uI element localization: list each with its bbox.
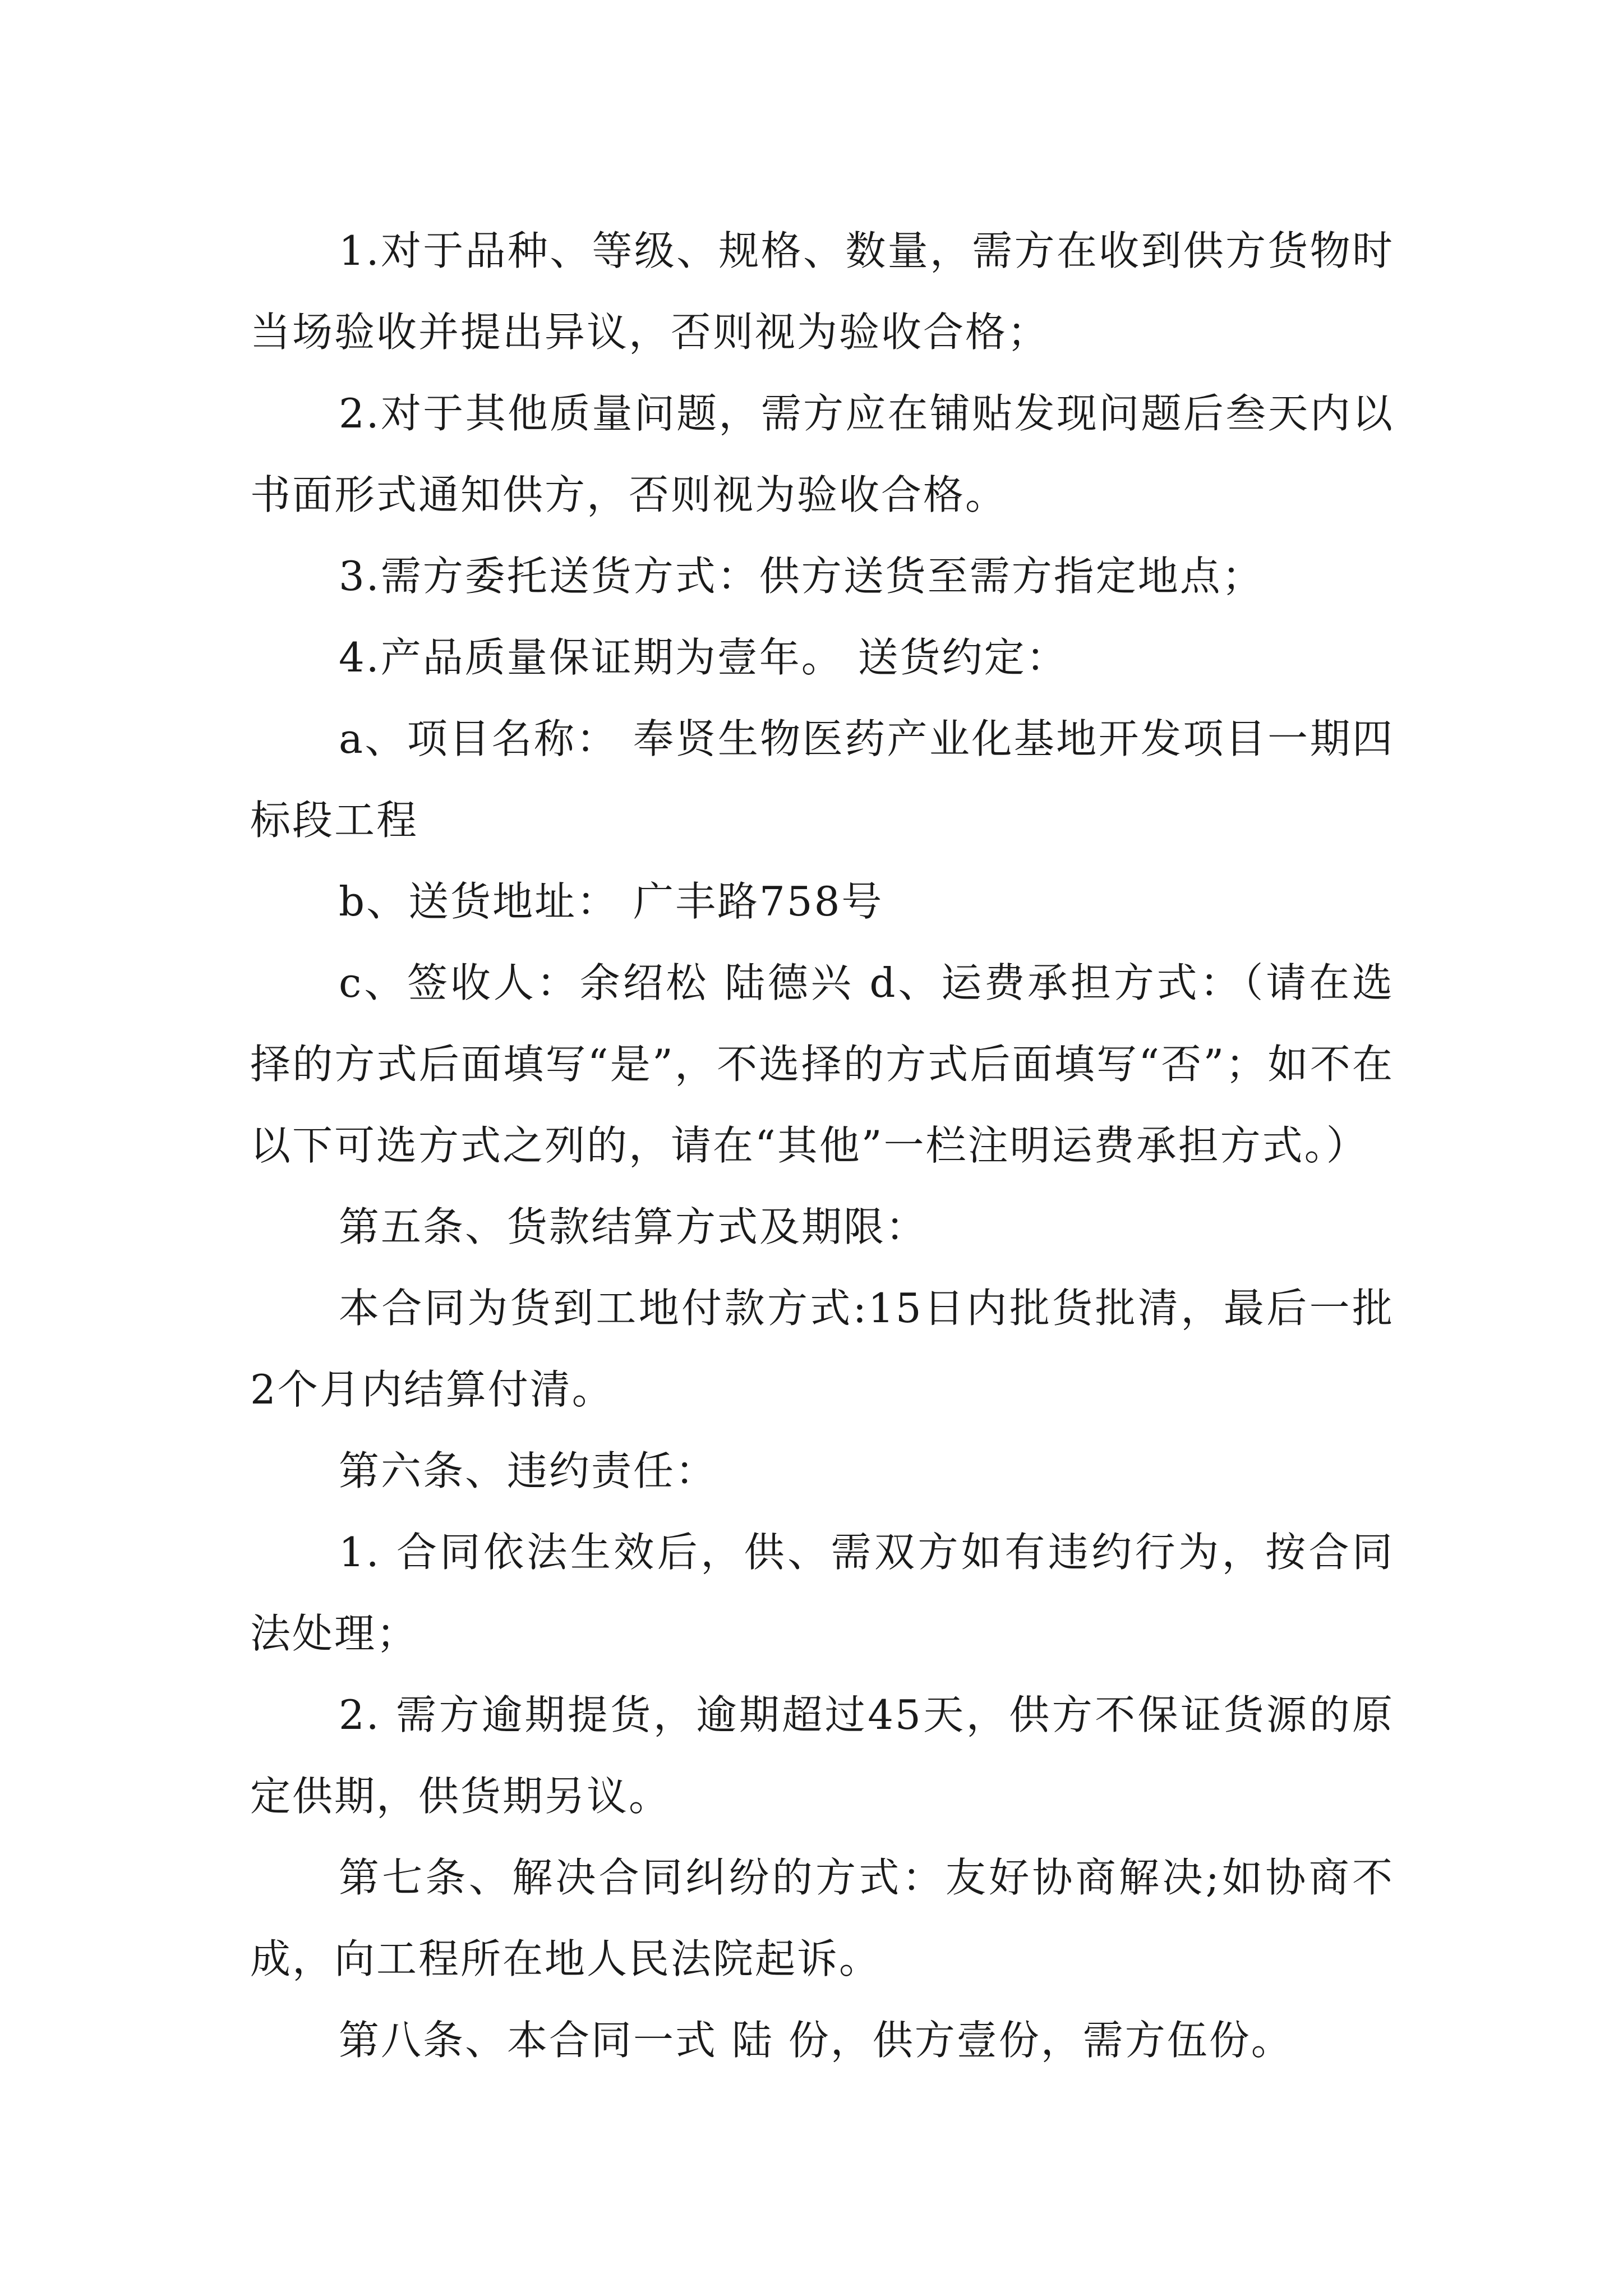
- payment-terms: 本合同为货到工地付款方式:15日内批货批清，最后一批2个月内结算付清。: [250, 1285, 1394, 1413]
- clause-warranty-period: 4.产品质量保证期为壹年。 送货约定：: [339, 634, 1068, 681]
- delivery-project-name: a、项目名称： 奉贤生物医药产业化基地开发项目一期四标段工程: [250, 715, 1394, 844]
- clause-inspection-quantity: 1.对于品种、等级、规格、数量，需方在收到供方货物时当场验收并提出异议，否则视为验收合格；: [250, 227, 1394, 356]
- document-page: [250, 210, 1394, 2081]
- breach-clause-1: 1. 合同依法生效后，供、需双方如有违约行为，按合同法处理；: [250, 1529, 1394, 1657]
- breach-clause-2: 2. 需方逾期提货，逾期超过45天，供方不保证货源的原定供期，供货期另议。: [250, 1691, 1394, 1820]
- article-six-heading: 第六条、违约责任：: [339, 1447, 718, 1494]
- article-eight-copies: 第八条、本合同一式 陆 份，供方壹份，需方伍份。: [339, 2017, 1293, 2064]
- clause-inspection-quality: 2.对于其他质量问题，需方应在铺贴发现问题后叁天内以书面形式通知供方，否则视为验收合格。: [250, 390, 1394, 518]
- article-seven-dispute: 第七条、解决合同纠纷的方式：友好协商解决;如协商不成，向工程所在地人民法院起诉。: [250, 1854, 1394, 1982]
- delivery-recipient-and-freight: c、签收人：余绍松 陆德兴 d、运费承担方式：（请在选择的方式后面填写“是”，不选择的方式后面填写“否”；如不在以下可选方式之列的，请在“其他”一栏注明运费承担方式。）: [250, 959, 1394, 1169]
- clause-delivery-method: 3.需方委托送货方式：供方送货至需方指定地点；: [339, 553, 1264, 600]
- delivery-address: b、送货地址： 广丰路758号: [339, 878, 884, 925]
- article-five-heading: 第五条、货款结算方式及期限：: [339, 1203, 928, 1250]
